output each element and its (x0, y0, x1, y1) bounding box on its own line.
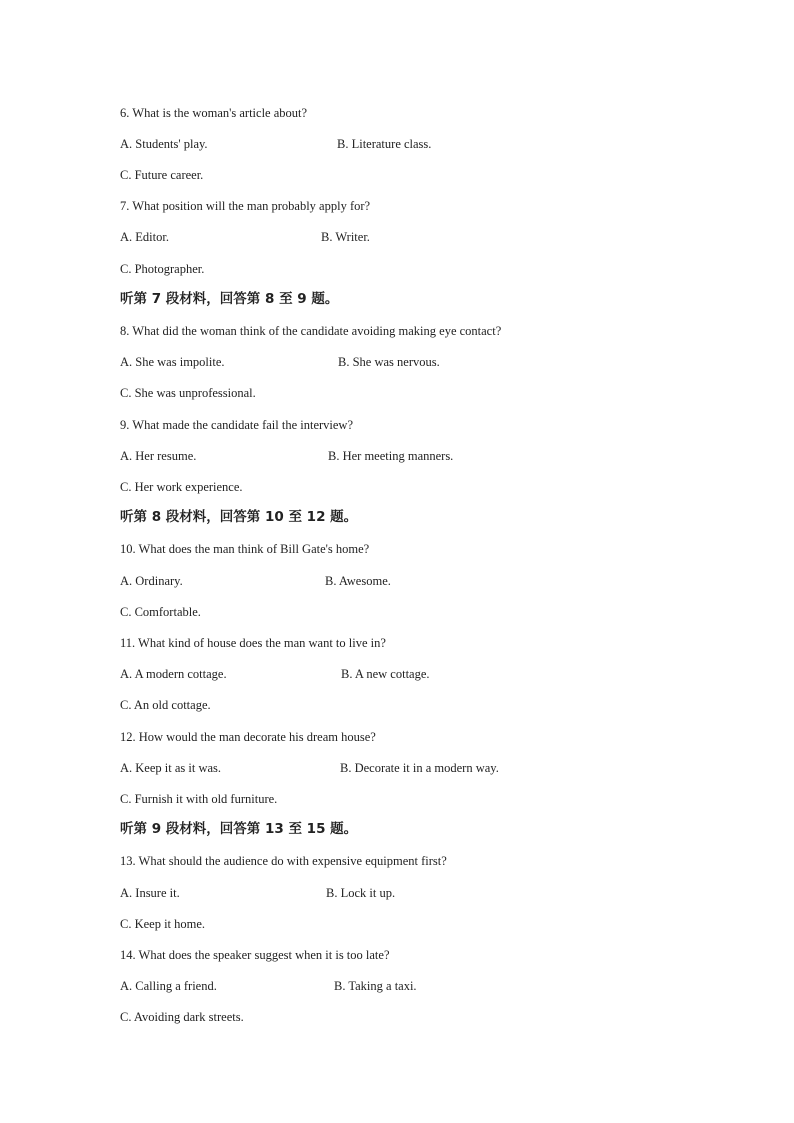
question-6-option-a: A. Students' play. (120, 137, 208, 151)
question-9-option-c: C. Her work experience. (120, 480, 243, 494)
question-8-option-a: A. She was impolite. (120, 355, 225, 369)
question-11-option-a: A. A modern cottage. (120, 667, 227, 681)
question-14-option-c: C. Avoiding dark streets. (120, 1010, 244, 1024)
question-10-option-b: B. Awesome. (325, 574, 391, 588)
question-9-option-b: B. Her meeting manners. (328, 449, 454, 463)
question-12-stem: 12. How would the man decorate his dream house? (120, 730, 376, 744)
question-8-stem: 8. What did the woman think of the candidate avoiding making eye contact? (120, 324, 502, 338)
question-7-stem: 7. What position will the man probably apply for? (120, 199, 371, 213)
question-13-option-c: C. Keep it home. (120, 917, 206, 931)
question-7-option-b: B. Writer. (321, 230, 370, 244)
question-10-option-c: C. Comfortable. (120, 605, 201, 619)
question-13-option-b: B. Lock it up. (326, 886, 396, 900)
question-9-option-a: A. Her resume. (120, 449, 197, 463)
question-11-stem: 11. What kind of house does the man want to live in? (120, 636, 386, 650)
question-13-option-a: A. Insure it. (120, 886, 180, 900)
question-12-option-c: C. Furnish it with old furniture. (120, 792, 278, 806)
section-heading-9: 听第 9 段材料，回答第 13 至 15 题。 (120, 821, 358, 837)
question-13-stem: 13. What should the audience do with expensive equipment first? (120, 854, 447, 868)
question-14-option-a: A. Calling a friend. (120, 979, 217, 993)
question-6-option-b: B. Literature class. (337, 137, 432, 151)
question-7-option-c: C. Photographer. (120, 262, 205, 276)
question-10-option-a: A. Ordinary. (120, 574, 183, 588)
question-10-stem: 10. What does the man think of Bill Gate's home? (120, 542, 370, 556)
question-14-option-b: B. Taking a taxi. (334, 979, 417, 993)
question-14-stem: 14. What does the speaker suggest when it is too late? (120, 948, 390, 962)
question-9-stem: 9. What made the candidate fail the interview? (120, 418, 354, 432)
question-6-option-c: C. Future career. (120, 168, 204, 182)
question-7-option-a: A. Editor. (120, 230, 169, 244)
question-11-option-b: B. A new cottage. (341, 667, 430, 681)
question-8-option-b: B. She was nervous. (338, 355, 440, 369)
question-12-option-b: B. Decorate it in a modern way. (340, 761, 499, 775)
section-heading-7: 听第 7 段材料，回答第 8 至 9 题。 (120, 291, 339, 307)
question-6-stem: 6. What is the woman's article about? (120, 106, 308, 120)
question-11-option-c: C. An old cottage. (120, 698, 211, 712)
question-12-option-a: A. Keep it as it was. (120, 761, 222, 775)
question-8-option-c: C. She was unprofessional. (120, 386, 256, 400)
section-heading-8: 听第 8 段材料，回答第 10 至 12 题。 (120, 509, 358, 525)
